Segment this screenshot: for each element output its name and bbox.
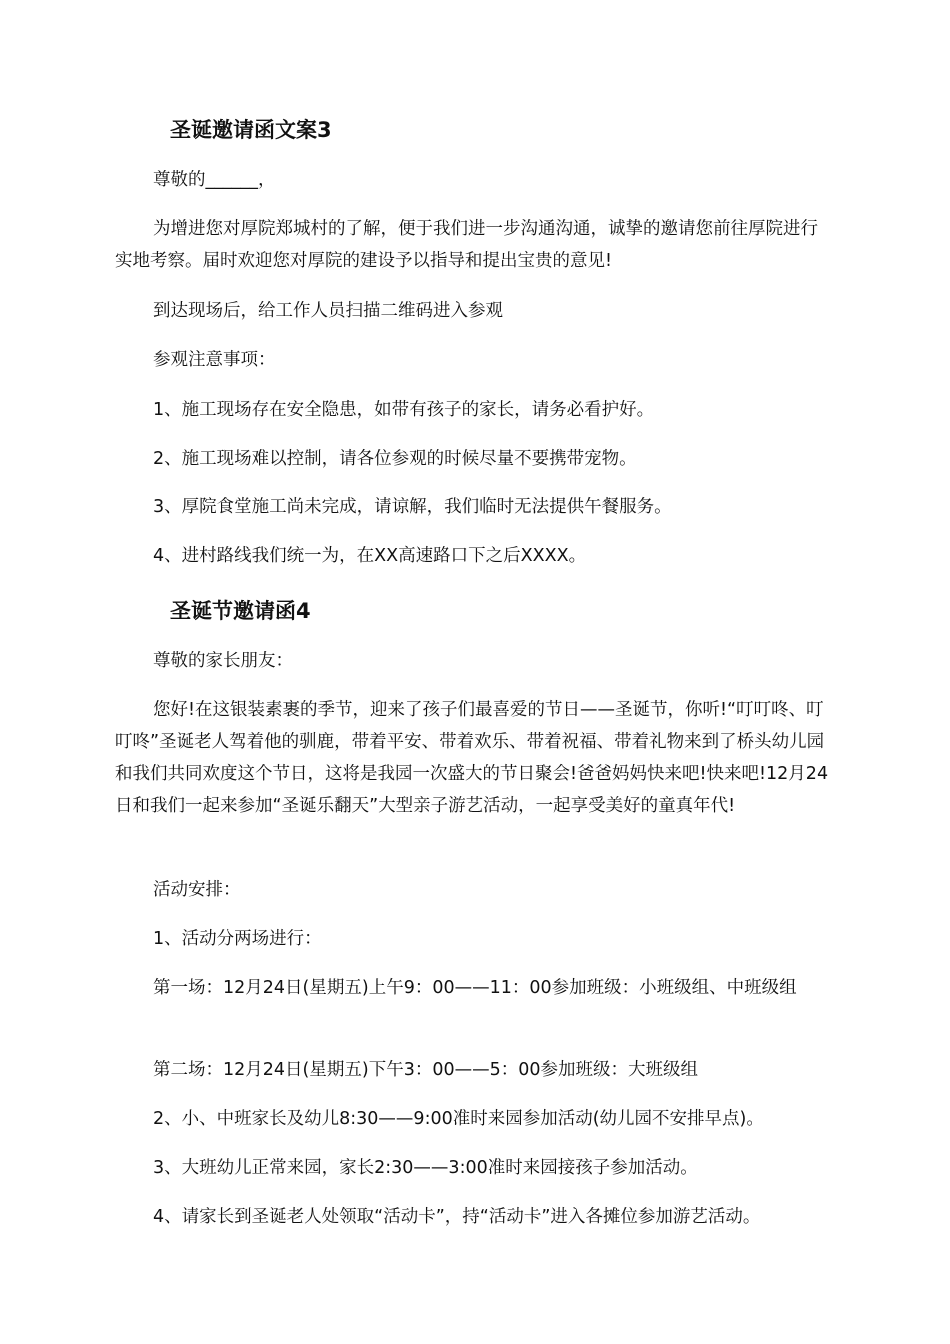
section-3-notes-title: 参观注意事项：: [153, 350, 276, 370]
section-4-item-2: 2、小、中班家长及幼儿8:30——9:00准时来园参加活动(幼儿园不安排早点)。: [153, 1109, 764, 1129]
section-4-salutation: 尊敬的家长朋友：: [153, 651, 293, 671]
section-4-title: 圣诞节邀请函4: [170, 599, 311, 623]
section-3-salutation: 尊敬的______，: [153, 170, 276, 190]
section-4-item-4: 4、请家长到圣诞老人处领取“活动卡”，持“活动卡”进入各摊位参加游艺活动。: [153, 1207, 761, 1227]
section-4-item-3: 3、大班幼儿正常来园，家长2:30——3:00准时来园接孩子参加活动。: [153, 1158, 698, 1178]
section-3-note-1: 1、施工现场存在安全隐患，如带有孩子的家长，请务必看护好。: [153, 400, 655, 420]
section-4-item-1: 1、活动分两场进行：: [153, 929, 322, 949]
section-4-session-1: 第一场：12月24日(星期五)上午9：00——11：00参加班级：小班级组、中班级组: [153, 978, 797, 998]
section-3-body: 为增进您对厚院郑城村的了解，便于我们进一步沟通沟通，诚挚的邀请您前往厚院进行实地考察。届时欢迎您对厚院的建设予以指导和提出宝贵的意见!: [115, 219, 818, 271]
section-3-note-4: 4、进村路线我们统一为，在XX高速路口下之后XXXX。: [153, 546, 587, 566]
section-3-note-2: 2、施工现场难以控制，请各位参观的时候尽量不要携带宠物。: [153, 449, 637, 469]
section-4-session-2: 第二场：12月24日(星期五)下午3：00——5：00参加班级：大班级组: [153, 1060, 698, 1080]
section-3-title: 圣诞邀请函文案3: [170, 118, 332, 142]
section-4-schedule-title: 活动安排：: [153, 880, 241, 900]
section-3-scan-note: 到达现场后，给工作人员扫描二维码进入参观: [153, 301, 503, 321]
section-4-body: 您好!在这银装素裹的季节，迎来了孩子们最喜爱的节日——圣诞节，你听!“叮叮咚、叮叮咚”圣诞老人驾着他的驯鹿，带着平安、带着欢乐、带着祝福、带着礼物来到了桥头幼儿园和我们共同欢度这个节日，这将是我园一次盛大的节日聚会!爸爸妈妈快来吧!快来吧!12月24日和我们一起来参加“圣诞乐翻天”大型亲子游艺活动，一起享受美好的童真年代!: [115, 700, 829, 816]
section-3-note-3: 3、厚院食堂施工尚未完成，请谅解，我们临时无法提供午餐服务。: [153, 497, 672, 517]
